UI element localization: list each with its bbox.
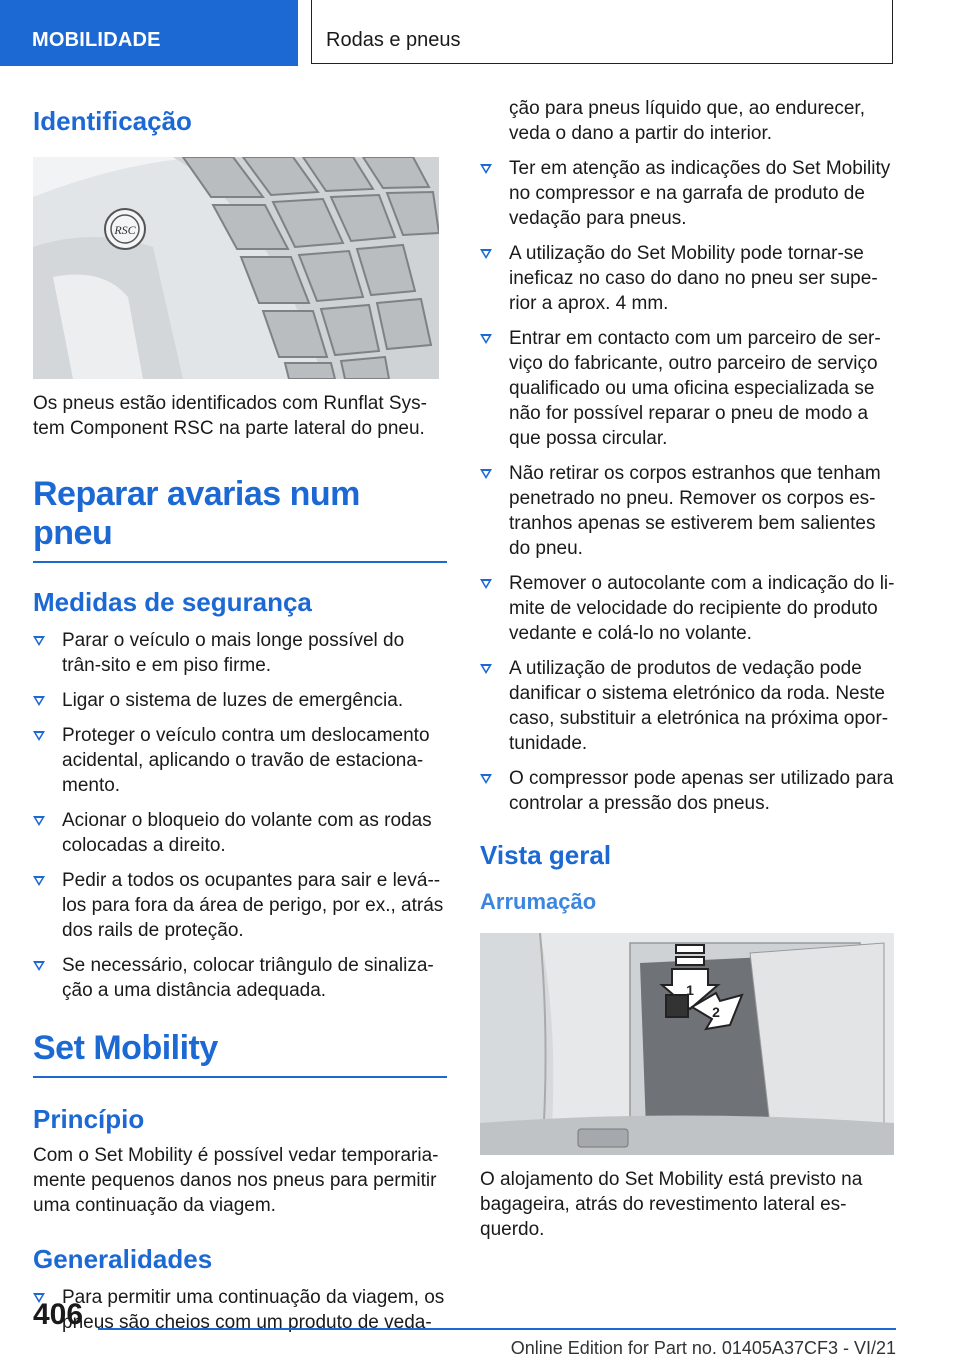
- list-item: Ligar o sistema de luzes de emergência.: [33, 688, 447, 713]
- bullet-triangle-icon: [33, 961, 45, 971]
- reparar-heading-block: [33, 475, 447, 563]
- identificacao-heading: Identificação: [33, 106, 192, 136]
- bullet-triangle-icon: [480, 334, 492, 344]
- bullet-triangle-icon: [33, 636, 45, 646]
- list-item: Pedir a todos os ocupantes para sair e levá--los para fora da área de perigo, por ex., atrás dos rails de proteção.: [33, 868, 447, 943]
- list-item: Não retirar os corpos estranhos que tenham penetrado no pneu. Remover os corpos es-tranhos apenas se estiverem bem salientes do pneu.: [480, 461, 896, 561]
- tire-drawing: [33, 157, 439, 379]
- subsection-label: Rodas e pneus: [326, 29, 461, 51]
- bullet-triangle-icon: [480, 164, 492, 174]
- principio-text: Com o Set Mobility é possível vedar temporaria-mente pequenos danos nos pneus para permitir uma continuação da viagem.: [33, 1145, 439, 1216]
- rsc-logo: RSC: [114, 223, 136, 237]
- list-item: Ter em atenção as indicações do Set Mobility no compressor e na garrafa de produto de vedação para pneus.: [480, 156, 896, 231]
- list-item: Remover o autocolante com a indicação do li-mite de velocidade do recipiente do produto vedante e colá-lo no volante.: [480, 571, 896, 646]
- vista-geral-heading: Vista geral: [480, 840, 612, 870]
- edition-label: Online Edition for Part no. 01405A37CF3 - VI/21: [510, 1338, 896, 1358]
- subsection-box: [311, 0, 893, 64]
- bullet-triangle-icon: [480, 774, 492, 784]
- list-item: Acionar o bloqueio do volante com as rodas colocadas a direito.: [33, 808, 447, 858]
- section-tab: [0, 0, 298, 66]
- list-item: O compressor pode apenas ser utilizado para controlar a pressão dos pneus.: [480, 766, 896, 816]
- trunk-illustration: [480, 933, 894, 1155]
- identificacao-text: Os pneus estão identificados com Runflat Sys-tem Component RSC na parte lateral do pneu.: [33, 393, 427, 439]
- bullet-triangle-icon: [480, 579, 492, 589]
- medidas-list: [33, 628, 447, 1003]
- trunk-drawing: [480, 933, 894, 1155]
- bullet-triangle-icon: [33, 696, 45, 706]
- bullet-triangle-icon: [480, 249, 492, 259]
- list-item: A utilização de produtos de vedação pode danificar o sistema eletrónico da roda. Neste caso, substituir a eletrónica na próxima opor-tunidade.: [480, 656, 896, 756]
- right-column: [480, 96, 896, 1242]
- medidas-heading: Medidas de segurança: [33, 587, 312, 617]
- step-2-label: 2: [712, 1004, 720, 1020]
- list-item: Entrar em contacto com um parceiro de ser-viço do fabricante, outro parceiro de serviço qualificado ou uma oficina especializada se não for possível reparar o pneu de modo a que possa circular.: [480, 326, 896, 451]
- generalidades-list-continued: [480, 96, 896, 816]
- list-item-continuation: ção para pneus líquido que, ao endurecer, veda o dano a partir do interior.: [509, 98, 865, 144]
- reparar-heading: Reparar avarias num pneu: [33, 475, 360, 552]
- tire-illustration: [33, 157, 439, 379]
- generalidades-heading: Generalidades: [33, 1244, 213, 1274]
- list-item: Proteger o veículo contra um deslocamento acidental, aplicando o travão de estaciona-mento.: [33, 723, 447, 798]
- set-mobility-heading: Set Mobility: [33, 1029, 218, 1067]
- arrumacao-heading: Arrumação: [480, 889, 597, 914]
- arrumacao-text: O alojamento do Set Mobility está previsto na bagageira, atrás do revestimento lateral es-querdo.: [480, 1169, 863, 1240]
- footer-divider: [98, 1328, 896, 1330]
- section-label: MOBILIDADE: [32, 29, 161, 51]
- list-item: Para permitir uma continuação da viagem, os pneus são cheios com um produto de veda-: [33, 1285, 447, 1335]
- page-header: [0, 0, 960, 66]
- principio-heading: Princípio: [33, 1104, 145, 1134]
- list-item: A utilização do Set Mobility pode tornar-se ineficaz no caso do dano no pneu ser supe-rior a aprox. 4 mm.: [480, 241, 896, 316]
- list-item: Se necessário, colocar triângulo de sinaliza-ção a uma distância adequada.: [33, 953, 447, 1003]
- step-1-label: 1: [686, 982, 694, 998]
- set-mobility-heading-block: [33, 1029, 447, 1078]
- bullet-triangle-icon: [480, 664, 492, 674]
- list-item: Parar o veículo o mais longe possível do trân-sito e em piso firme.: [33, 628, 447, 678]
- left-column: [33, 96, 447, 1345]
- bullet-triangle-icon: [33, 816, 45, 826]
- bullet-triangle-icon: [33, 731, 45, 741]
- bullet-triangle-icon: [480, 469, 492, 479]
- page-number: 406: [33, 1298, 84, 1331]
- bullet-triangle-icon: [33, 876, 45, 886]
